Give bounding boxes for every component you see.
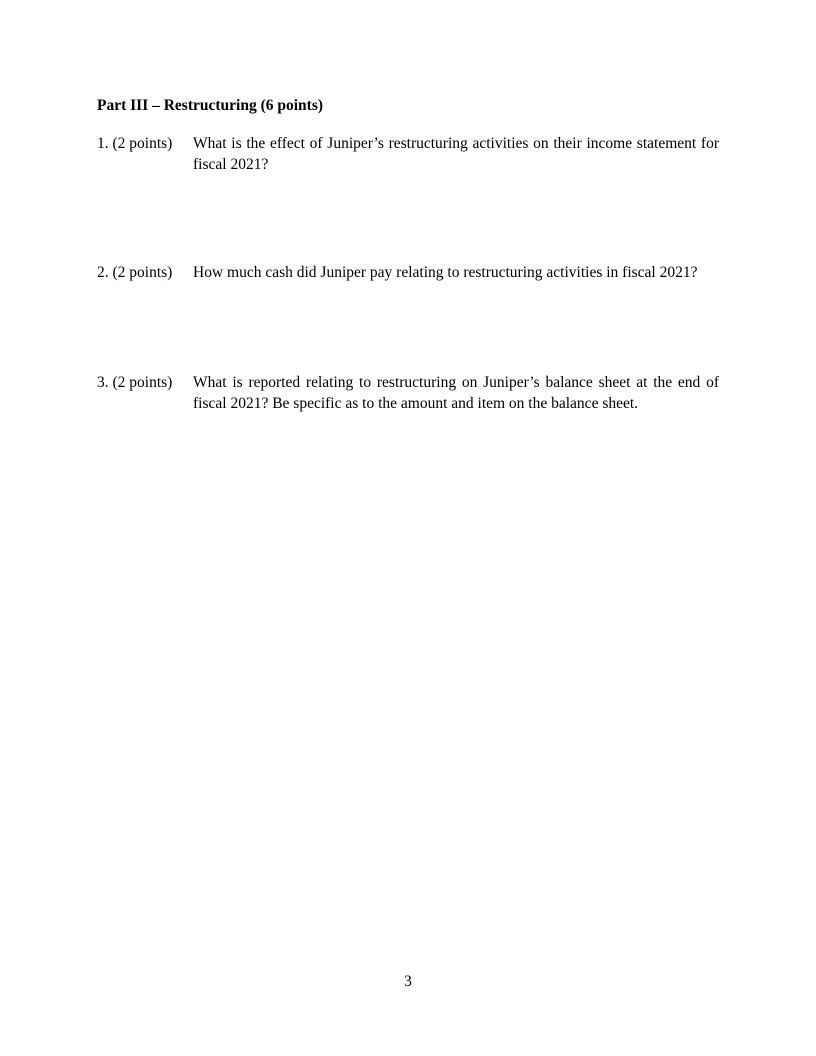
question-3-number: 3. (2 points) [97, 374, 173, 391]
question-2-number: 2. (2 points) [97, 264, 173, 281]
page-number: 3 [404, 973, 412, 990]
question-1-number: 1. (2 points) [97, 135, 173, 152]
question-3-text: What is reported relating to restructuring on Juniper’s balance sheet at the end of fiscal 2021? Be specific as to the amount and item on the balance sheet. [193, 374, 719, 412]
section-title: Part III – Restructuring (6 points) [97, 97, 324, 114]
question-1-text: What is the effect of Juniper’s restructuring activities on their income statement for fiscal 2021? [193, 135, 719, 173]
question-2-text: How much cash did Juniper pay relating to restructuring activities in fiscal 2021? [193, 264, 698, 281]
